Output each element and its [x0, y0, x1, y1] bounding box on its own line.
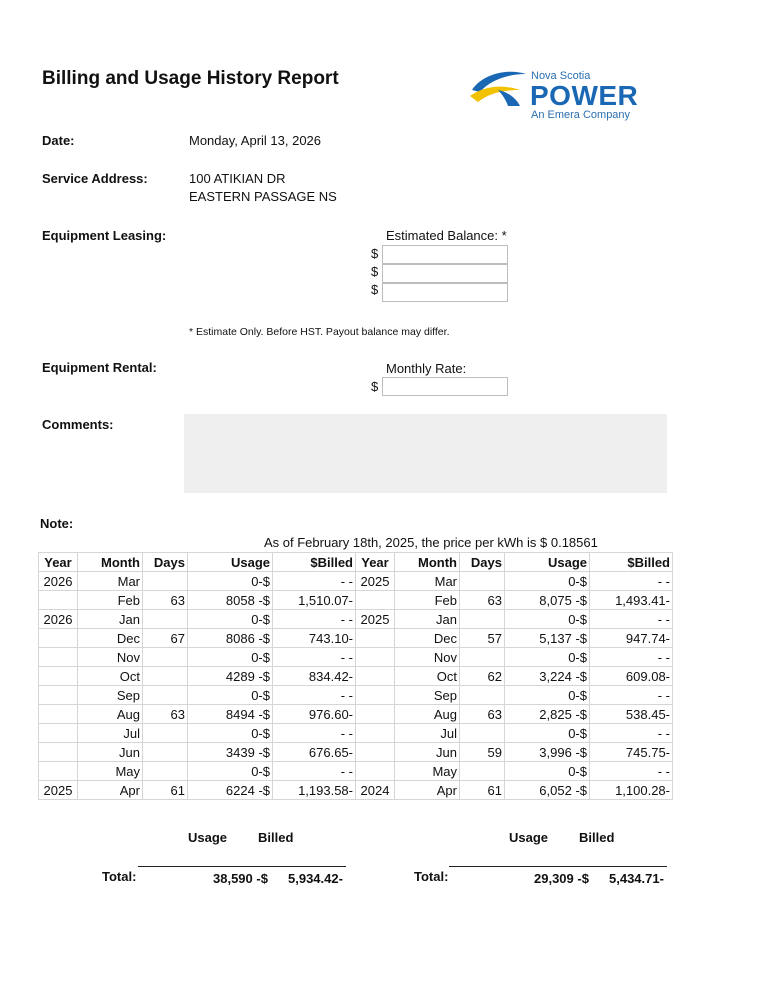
- column-header: Month: [78, 553, 143, 572]
- year-cell: [356, 667, 395, 686]
- month-cell: Jun: [78, 743, 143, 762]
- service-address-label: Service Address:: [42, 171, 148, 186]
- year-cell: [39, 629, 78, 648]
- month-cell: Nov: [78, 648, 143, 667]
- year-cell: [356, 743, 395, 762]
- month-cell: Feb: [395, 591, 460, 610]
- year-cell: [39, 686, 78, 705]
- month-cell: Mar: [78, 572, 143, 591]
- year-cell: [39, 705, 78, 724]
- billed-cell: 834.42-: [273, 667, 356, 686]
- divider: [138, 866, 346, 867]
- month-cell: Apr: [395, 781, 460, 800]
- comments-label: Comments:: [42, 417, 114, 432]
- table-row: [39, 724, 673, 743]
- month-cell: Aug: [395, 705, 460, 724]
- usage-cell: 2,825 -$: [505, 705, 590, 724]
- table-row: [39, 762, 673, 781]
- usage-cell: 5,137 -$: [505, 629, 590, 648]
- currency-symbol: $: [371, 246, 379, 261]
- usage-cell: 3,996 -$: [505, 743, 590, 762]
- column-header: Days: [460, 553, 505, 572]
- year-cell: [39, 648, 78, 667]
- days-cell: 61: [143, 781, 188, 800]
- year-cell: 2026: [39, 572, 78, 591]
- billed-cell: 538.45-: [590, 705, 673, 724]
- page-title: Billing and Usage History Report: [42, 68, 339, 89]
- month-cell: Dec: [78, 629, 143, 648]
- days-cell: [143, 572, 188, 591]
- comments-box[interactable]: [184, 414, 667, 493]
- days-cell: 63: [143, 705, 188, 724]
- swoosh-icon: [468, 68, 530, 108]
- month-cell: Jan: [78, 610, 143, 629]
- usage-cell: 6,052 -$: [505, 781, 590, 800]
- usage-cell: 4289 -$: [188, 667, 273, 686]
- total-usage-left: 38,590 -$: [213, 871, 268, 886]
- column-header: $Billed: [590, 553, 673, 572]
- billed-cell: - -: [590, 686, 673, 705]
- days-cell: [460, 686, 505, 705]
- month-cell: Jul: [395, 724, 460, 743]
- billed-cell: 609.08-: [590, 667, 673, 686]
- month-cell: Mar: [395, 572, 460, 591]
- table-row: [39, 610, 673, 629]
- days-cell: 57: [460, 629, 505, 648]
- usage-cell: 0-$: [505, 572, 590, 591]
- billed-cell: - -: [273, 648, 356, 667]
- billed-cell: 1,510.07-: [273, 591, 356, 610]
- days-cell: 59: [460, 743, 505, 762]
- monthly-rate-field[interactable]: [382, 377, 508, 396]
- usage-cell: 0-$: [188, 610, 273, 629]
- total-label: Total:: [414, 869, 449, 884]
- date-value: Monday, April 13, 2026: [189, 133, 322, 148]
- days-cell: [143, 648, 188, 667]
- month-cell: May: [78, 762, 143, 781]
- year-cell: 2025: [356, 572, 395, 591]
- total-label: Total:: [102, 869, 137, 884]
- balance-field-1[interactable]: [382, 245, 508, 264]
- billed-column-header: Billed: [258, 830, 294, 845]
- date-label: Date:: [42, 133, 75, 148]
- estimated-balance-label: Estimated Balance: *: [386, 228, 507, 243]
- usage-cell: 0-$: [188, 686, 273, 705]
- days-cell: [143, 667, 188, 686]
- billed-cell: - -: [590, 648, 673, 667]
- month-cell: Dec: [395, 629, 460, 648]
- divider: [449, 866, 667, 867]
- billed-column-header: Billed: [579, 830, 615, 845]
- year-cell: 2024: [356, 781, 395, 800]
- year-cell: [39, 724, 78, 743]
- days-cell: [460, 648, 505, 667]
- column-header: Year: [356, 553, 395, 572]
- currency-symbol: $: [371, 264, 379, 279]
- usage-cell: 0-$: [505, 762, 590, 781]
- year-cell: 2025: [356, 610, 395, 629]
- usage-cell: 0-$: [505, 686, 590, 705]
- address-line2: EASTERN PASSAGE NS: [189, 189, 337, 204]
- year-cell: [356, 629, 395, 648]
- billed-cell: - -: [590, 762, 673, 781]
- table-row: [39, 705, 673, 724]
- table-row: [39, 667, 673, 686]
- usage-cell: 8086 -$: [188, 629, 273, 648]
- total-billed-right: 5,434.71-: [609, 871, 664, 886]
- month-cell: Oct: [78, 667, 143, 686]
- usage-history-table: [38, 552, 673, 800]
- month-cell: Oct: [395, 667, 460, 686]
- balance-field-3[interactable]: [382, 283, 508, 302]
- month-cell: Aug: [78, 705, 143, 724]
- days-cell: 67: [143, 629, 188, 648]
- year-cell: [39, 762, 78, 781]
- table-row: [39, 572, 673, 591]
- year-cell: [39, 591, 78, 610]
- days-cell: 62: [460, 667, 505, 686]
- billed-cell: - -: [273, 686, 356, 705]
- usage-cell: 0-$: [188, 648, 273, 667]
- logo-line2: An Emera Company: [531, 109, 631, 121]
- usage-cell: 8058 -$: [188, 591, 273, 610]
- month-cell: Sep: [395, 686, 460, 705]
- currency-symbol: $: [371, 379, 379, 394]
- days-cell: [143, 762, 188, 781]
- billed-cell: - -: [273, 610, 356, 629]
- billed-cell: - -: [590, 572, 673, 591]
- year-cell: [356, 705, 395, 724]
- table-row: [39, 629, 673, 648]
- table-row: [39, 781, 673, 800]
- usage-column-header: Usage: [188, 830, 228, 845]
- billed-cell: 743.10-: [273, 629, 356, 648]
- billed-cell: 1,100.28-: [590, 781, 673, 800]
- year-cell: [39, 743, 78, 762]
- table-row: [39, 686, 673, 705]
- billed-cell: 1,193.58-: [273, 781, 356, 800]
- billed-cell: 947.74-: [590, 629, 673, 648]
- days-cell: 63: [143, 591, 188, 610]
- table-row: [39, 591, 673, 610]
- billed-cell: 1,493.41-: [590, 591, 673, 610]
- column-header: Year: [39, 553, 78, 572]
- table-row: [39, 743, 673, 762]
- usage-cell: 0-$: [188, 762, 273, 781]
- estimate-note: * Estimate Only. Before HST. Payout balance may differ.: [189, 326, 450, 338]
- year-cell: [39, 667, 78, 686]
- days-cell: 63: [460, 591, 505, 610]
- usage-cell: 0-$: [505, 610, 590, 629]
- table-header-row: [39, 553, 673, 572]
- month-cell: Jun: [395, 743, 460, 762]
- usage-cell: 0-$: [505, 724, 590, 743]
- logo-line1: Nova Scotia: [531, 70, 591, 82]
- days-cell: [460, 572, 505, 591]
- days-cell: [143, 743, 188, 762]
- month-cell: Nov: [395, 648, 460, 667]
- usage-cell: 0-$: [188, 572, 273, 591]
- column-header: Usage: [188, 553, 273, 572]
- usage-cell: 3439 -$: [188, 743, 273, 762]
- total-usage-right: 29,309 -$: [534, 871, 589, 886]
- month-cell: Jan: [395, 610, 460, 629]
- currency-symbol: $: [371, 282, 379, 297]
- usage-cell: 0-$: [505, 648, 590, 667]
- billed-cell: - -: [273, 724, 356, 743]
- billed-cell: - -: [273, 572, 356, 591]
- billed-cell: - -: [590, 610, 673, 629]
- billed-cell: - -: [590, 724, 673, 743]
- billed-cell: 676.65-: [273, 743, 356, 762]
- year-cell: [356, 648, 395, 667]
- days-cell: 63: [460, 705, 505, 724]
- note-label: Note:: [40, 516, 74, 531]
- days-cell: [143, 724, 188, 743]
- month-cell: May: [395, 762, 460, 781]
- billed-cell: 745.75-: [590, 743, 673, 762]
- equipment-rental-label: Equipment Rental:: [42, 360, 157, 375]
- days-cell: [460, 610, 505, 629]
- column-header: $Billed: [273, 553, 356, 572]
- column-header: Days: [143, 553, 188, 572]
- month-cell: Apr: [78, 781, 143, 800]
- column-header: Month: [395, 553, 460, 572]
- logo-brand: POWER: [530, 80, 639, 111]
- usage-column-header: Usage: [509, 830, 549, 845]
- month-cell: Jul: [78, 724, 143, 743]
- days-cell: [143, 686, 188, 705]
- days-cell: 61: [460, 781, 505, 800]
- year-cell: [356, 591, 395, 610]
- usage-cell: 6224 -$: [188, 781, 273, 800]
- usage-cell: 0-$: [188, 724, 273, 743]
- usage-cell: 8494 -$: [188, 705, 273, 724]
- equipment-leasing-label: Equipment Leasing:: [42, 228, 167, 243]
- month-cell: Sep: [78, 686, 143, 705]
- year-cell: 2025: [39, 781, 78, 800]
- month-cell: Feb: [78, 591, 143, 610]
- year-cell: [356, 762, 395, 781]
- monthly-rate-label: Monthly Rate:: [386, 361, 467, 376]
- days-cell: [460, 724, 505, 743]
- usage-cell: 8,075 -$: [505, 591, 590, 610]
- billed-cell: 976.60-: [273, 705, 356, 724]
- year-cell: [356, 686, 395, 705]
- address-line1: 100 ATIKIAN DR: [189, 171, 286, 186]
- days-cell: [460, 762, 505, 781]
- billed-cell: - -: [273, 762, 356, 781]
- year-cell: 2026: [39, 610, 78, 629]
- column-header: Usage: [505, 553, 590, 572]
- days-cell: [143, 610, 188, 629]
- year-cell: [356, 724, 395, 743]
- total-billed-left: 5,934.42-: [288, 871, 343, 886]
- balance-field-2[interactable]: [382, 264, 508, 283]
- price-note: As of February 18th, 2025, the price per kWh is $ 0.18561: [264, 535, 598, 550]
- table-row: [39, 648, 673, 667]
- usage-cell: 3,224 -$: [505, 667, 590, 686]
